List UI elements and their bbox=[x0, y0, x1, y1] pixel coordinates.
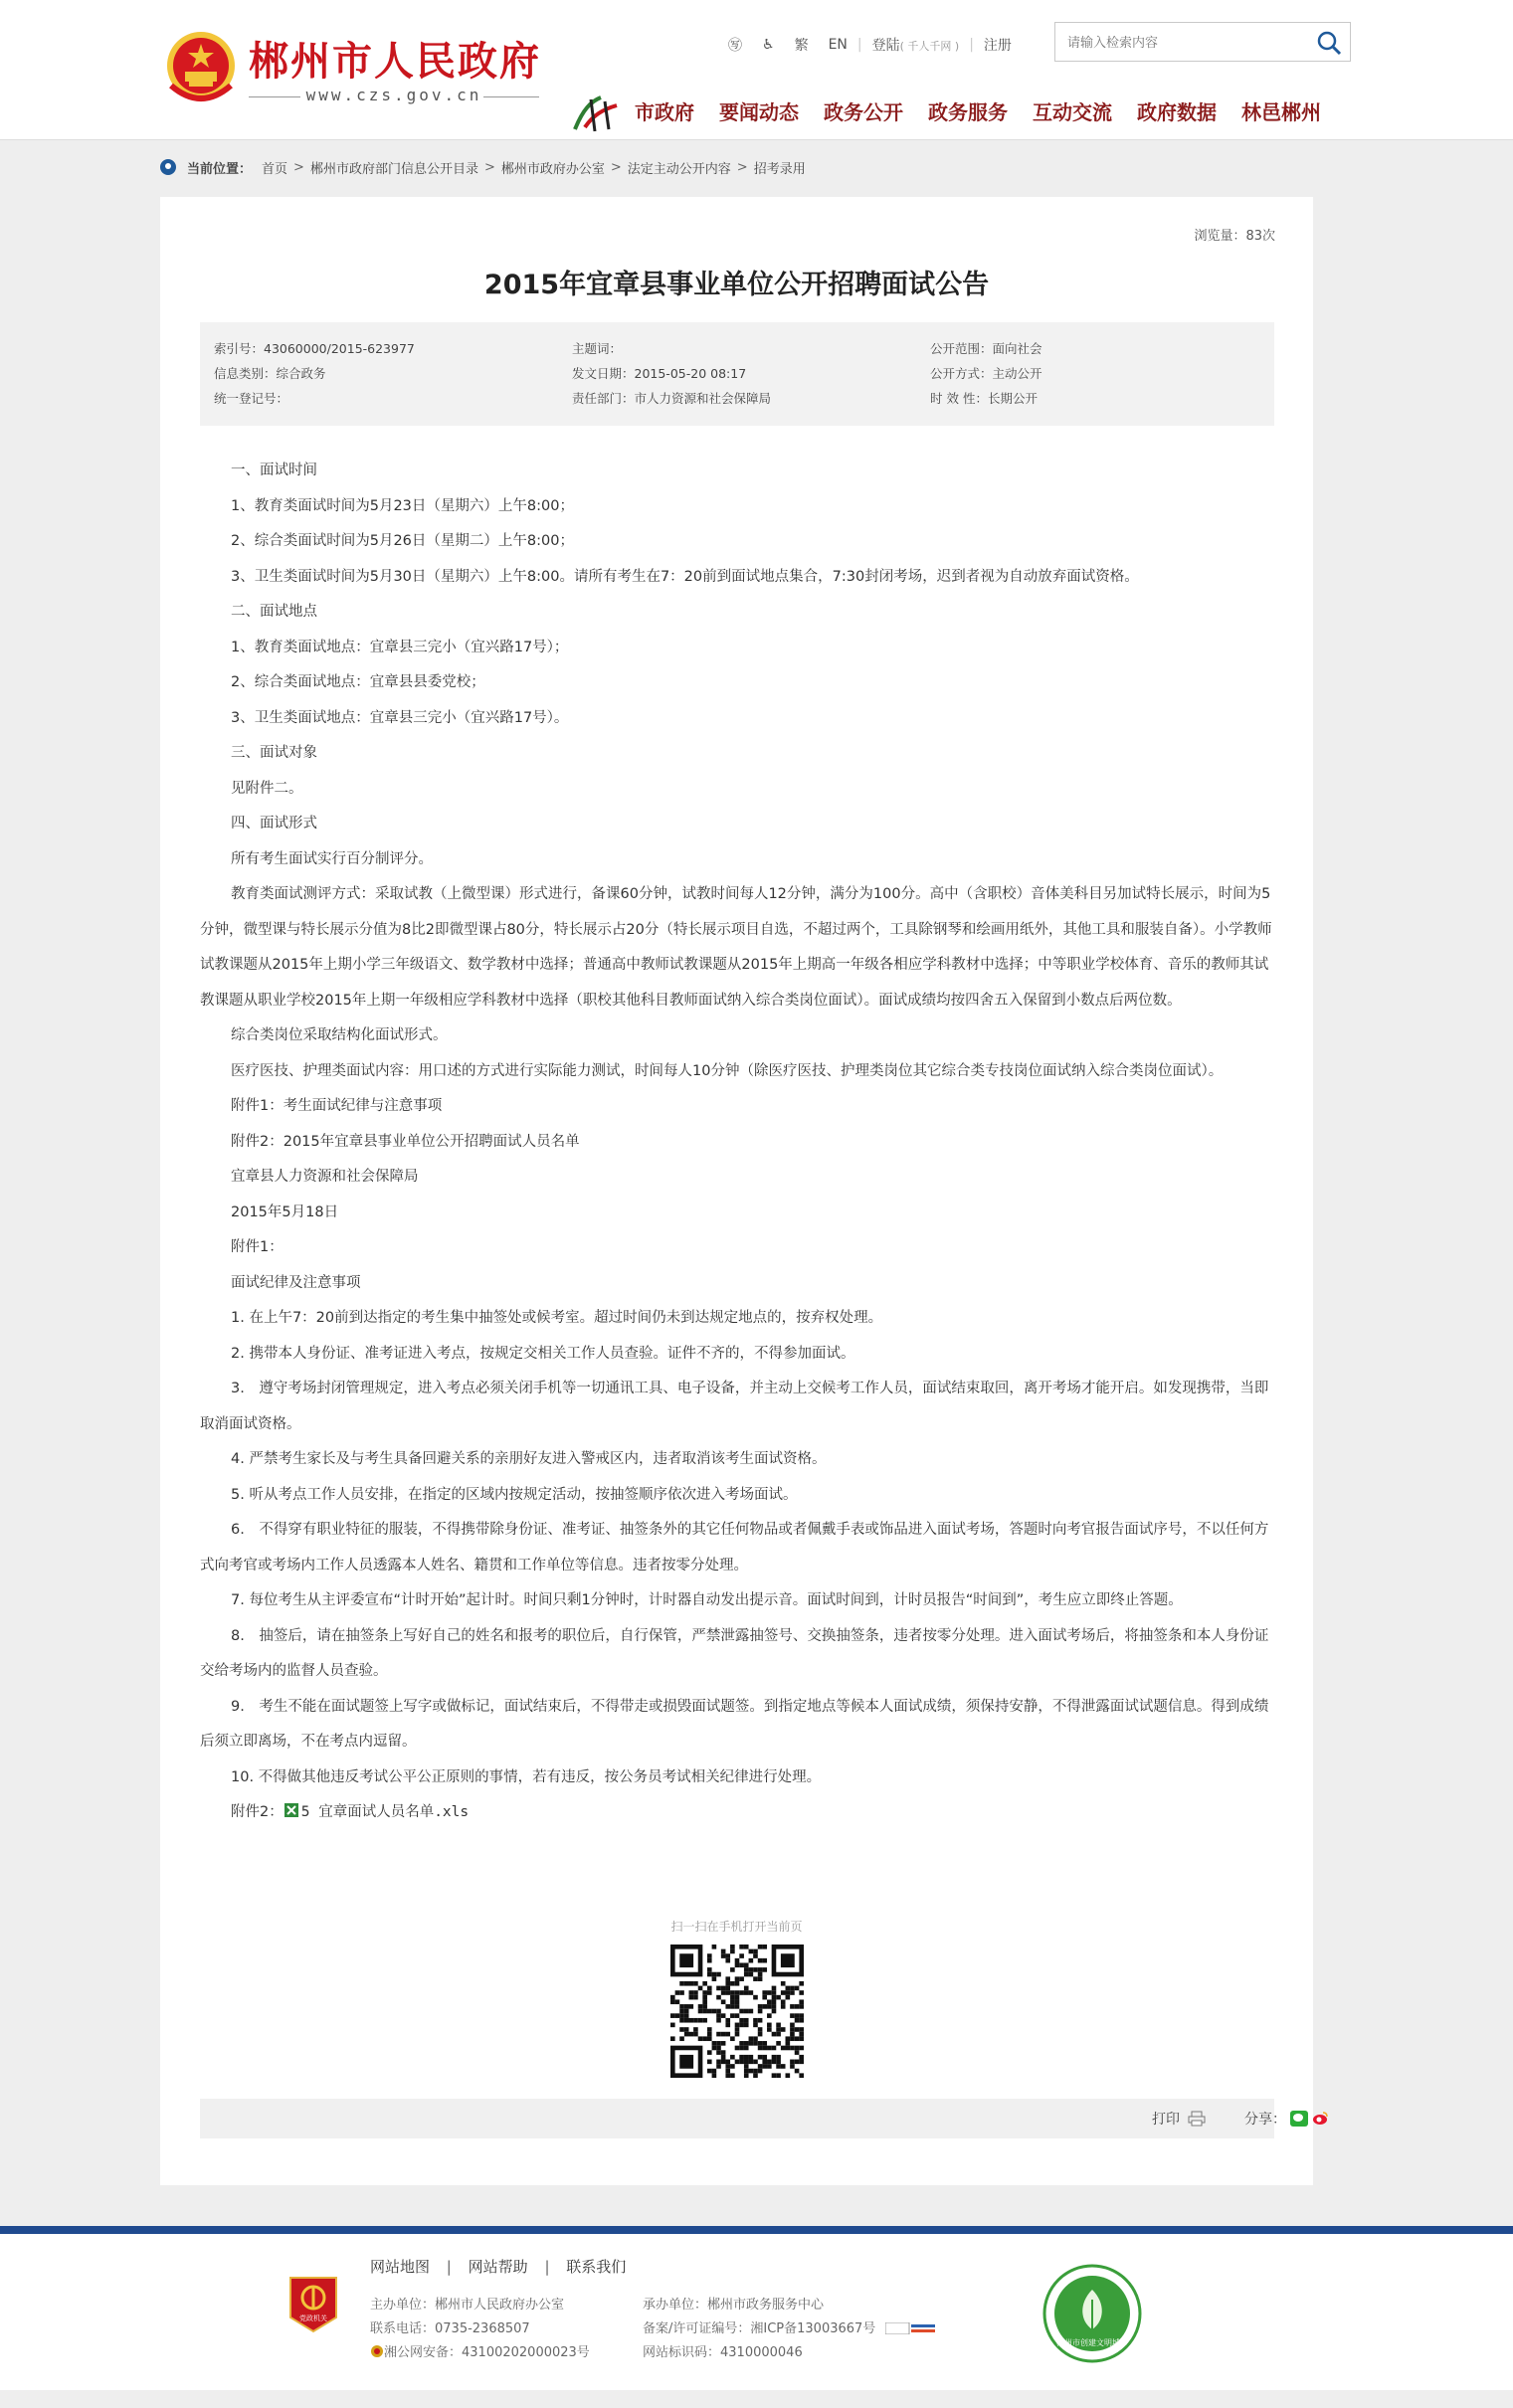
qr-block bbox=[160, 1918, 1313, 2078]
section-heading: 四、面试形式 bbox=[231, 816, 317, 832]
party-government-badge bbox=[286, 2274, 340, 2335]
paragraph: 综合类岗位采取结构化面试形式。 bbox=[231, 1027, 448, 1043]
breadcrumb-label: 当前位置： bbox=[187, 161, 253, 177]
share-bar bbox=[200, 2099, 1286, 2138]
nav-government-data[interactable]: 政府数据 bbox=[1137, 99, 1217, 124]
footer-site-code: 网站标识码：4310000046 bbox=[643, 2345, 803, 2360]
top-links bbox=[718, 34, 1022, 56]
meta-validity: 时 效 性：长期公开 bbox=[930, 391, 1038, 406]
party-government-badge-icon bbox=[286, 2274, 340, 2335]
meta-info-category: 信息类别：综合政务 bbox=[214, 366, 326, 381]
meta-issue-date: 发文日期：2015-05-20 08:17 bbox=[572, 366, 747, 381]
nav-city-government[interactable]: 市政府 bbox=[635, 99, 694, 124]
national-emblem-icon bbox=[163, 26, 239, 109]
search-input[interactable] bbox=[1065, 32, 1308, 54]
search-box bbox=[1054, 22, 1351, 62]
badge-left-text: 党政机关 bbox=[299, 2315, 327, 2322]
share-group bbox=[1244, 2109, 1329, 2129]
attachment-line: 附件2： 5 宜章面试人员名单.xls bbox=[231, 1804, 470, 1820]
traditional-chinese-link[interactable]: 繁 bbox=[794, 38, 809, 54]
english-link[interactable]: EN bbox=[828, 37, 848, 53]
article-body bbox=[200, 454, 1274, 1831]
article-title: 2015年宜章县事业单位公开招聘面试公告 bbox=[483, 270, 990, 300]
share-label: 分享： bbox=[1244, 2112, 1286, 2128]
paragraph: 3、卫生类面试地点：宜章县三完小（宜兴路17号）。 bbox=[231, 709, 569, 726]
paragraph: 3、卫生类面试时间为5月30日（星期六）上午8:00。请所有考生在7：20前到面试地点集合，7:30封闭考场，迟到者视为自动放弃面试资格。 bbox=[231, 568, 1139, 585]
meta-index-no: 索引号：43060000/2015-623977 bbox=[214, 341, 415, 356]
meta-method: 公开方式：主动公开 bbox=[930, 366, 1042, 381]
footer-link-sitemap[interactable]: 网站地图 bbox=[370, 2258, 431, 2276]
rule-item: 5. 听从考点工作人员安排，在指定的区域内按规定活动，按抽签顺序依次进入考场面试。 bbox=[231, 1486, 798, 1503]
nav-news[interactable]: 要闻动态 bbox=[719, 99, 799, 124]
divider: | bbox=[969, 37, 974, 53]
wechat-icon[interactable] bbox=[1290, 2111, 1308, 2127]
divider: | bbox=[544, 2258, 550, 2276]
footer-accent-bar bbox=[0, 2226, 1513, 2234]
rule-item: 4. 严禁考生家长及与考生具备回避关系的亲朋好友进入警戒区内，违者取消该考生面试资格。 bbox=[231, 1451, 827, 1467]
meta-subject: 主题词： bbox=[572, 341, 623, 356]
meta-unified-code: 统一登记号： bbox=[214, 391, 289, 406]
rule-item: 7. 每位考生从主评委宣布“计时开始”起计时。时间只剩1分钟时，计时器自动发出提示音。面试时间到，计时员报告“时间到”，考生应立即终止答题。 bbox=[231, 1592, 1183, 1608]
paragraph: 2、综合类面试地点：宜章县县委党校； bbox=[231, 674, 485, 690]
paragraph: 附件1： bbox=[231, 1239, 284, 1255]
chevron-right-icon: > bbox=[483, 159, 495, 175]
article-meta bbox=[200, 322, 1274, 426]
badge-right-text: 郴州市创建文明城市 bbox=[1056, 2338, 1128, 2347]
breadcrumb-home[interactable]: 首页 bbox=[262, 161, 288, 177]
print-button[interactable] bbox=[1152, 2109, 1206, 2129]
excel-file-icon bbox=[284, 1802, 299, 1818]
footer-icp[interactable]: 备案/许可证编号：湘ICP备13003667号 bbox=[643, 2317, 935, 2336]
nav-government-affairs[interactable]: 政务公开 bbox=[824, 99, 903, 124]
rule-item: 10. 不得做其他违反考试公平公正原则的事情，若有违反，按公务员考试相关纪律进行处理。 bbox=[231, 1768, 822, 1785]
printer-icon bbox=[1188, 2111, 1206, 2127]
site-url: www.czs.gov.cn bbox=[249, 86, 539, 109]
civilized-city-badge-icon bbox=[1042, 2264, 1142, 2363]
rule-item: 9. 考生不能在面试题签上写字或做标记，面试结束后，不得带走或损毁面试题签。到指定地点等候本人面试成绩，须保持安静，不得泄露面试试题信息。得到成绩后须立即离场，不在考点内逗留。 bbox=[200, 1698, 1269, 1750]
footer-link-contact[interactable]: 联系我们 bbox=[566, 2258, 627, 2276]
rule-item: 6. 不得穿有职业特征的服装，不得携带除身份证、准考证、抽签条外的其它任何物品或者佩戴手表或饰品进入面试考场，答题时向考官报告面试序号，不以任何方式向考官或考场内工作人员透露本人姓名、籍贯和工作单位等信息。违者按零分处理。 bbox=[200, 1522, 1269, 1574]
paragraph: 面试纪律及注意事项 bbox=[231, 1274, 361, 1291]
rule-item: 1. 在上午7：20前到达指定的考生集中抽签处或候考室。超过时间仍未到达规定地点的，按弃权处理。 bbox=[231, 1310, 883, 1326]
site-footer bbox=[0, 2234, 1513, 2390]
calligraphy-logo-icon bbox=[571, 90, 623, 135]
nav-government-services[interactable]: 政务服务 bbox=[928, 99, 1008, 124]
chevron-right-icon: > bbox=[736, 159, 748, 175]
search-icon[interactable] bbox=[1316, 30, 1342, 56]
section-heading: 二、面试地点 bbox=[231, 604, 317, 620]
paragraph: 1、教育类面试时间为5月23日（星期六）上午8:00； bbox=[231, 497, 574, 514]
section-heading: 三、面试对象 bbox=[231, 745, 317, 761]
paragraph: 2、综合类面试时间为5月26日（星期二）上午8:00； bbox=[231, 533, 574, 549]
footer-police-record[interactable]: 湘公网安备：43100202000023号 bbox=[370, 2341, 590, 2360]
main-nav bbox=[635, 94, 1321, 126]
register-link[interactable]: 注册 bbox=[983, 38, 1012, 54]
accessibility-mode-link[interactable]: ㊢ bbox=[728, 38, 742, 54]
attachment-file-link[interactable]: 5 宜章面试人员名单.xls bbox=[300, 1804, 470, 1820]
meta-scope: 公开范围：面向社会 bbox=[930, 341, 1042, 356]
view-count: 浏览量：83次 bbox=[1194, 229, 1275, 244]
divider: | bbox=[446, 2258, 452, 2276]
footer-phone: 联系电话：0735-2368507 bbox=[370, 2321, 530, 2336]
wheelchair-icon[interactable]: ♿ bbox=[762, 37, 775, 53]
footer-links bbox=[370, 2256, 626, 2277]
qr-code-icon bbox=[670, 1945, 804, 2078]
footer-link-help[interactable]: 网站帮助 bbox=[468, 2258, 528, 2276]
nav-interaction[interactable]: 互动交流 bbox=[1033, 99, 1112, 124]
article-card bbox=[160, 197, 1313, 2185]
meta-department: 责任部门：市人力资源和社会保障局 bbox=[572, 391, 772, 406]
site-title[interactable]: 郴州市人民政府 bbox=[249, 39, 541, 85]
paragraph: 2015年5月18日 bbox=[231, 1204, 339, 1220]
location-pin-icon bbox=[159, 158, 177, 176]
qr-caption: 扫一扫在手机打开当前页 bbox=[670, 1920, 803, 1934]
breadcrumb-recruitment[interactable]: 招考录用 bbox=[753, 161, 806, 177]
paragraph: 医疗医技、护理类面试内容：用口述的方式进行实际能力测试，时间每人10分钟（除医疗医技、护理类岗位其它综合类专技岗位面试纳入综合类岗位面试）。 bbox=[231, 1062, 1224, 1079]
civilized-city-badge[interactable] bbox=[1042, 2264, 1142, 2363]
chevron-right-icon: > bbox=[293, 159, 304, 175]
paragraph: 见附件二。 bbox=[231, 780, 303, 797]
print-label: 打印 bbox=[1152, 2112, 1180, 2128]
rule-item: 8. 抽签后，请在抽签条上写好自己的姓名和报考的职位后，自行保管，严禁泄露抽签号、交换抽签条，违者按零分处理。进入面试考场后，将抽签条和本人身份证交给考场内的监督人员查验。 bbox=[200, 1627, 1269, 1679]
weibo-icon[interactable] bbox=[1311, 2111, 1329, 2127]
breadcrumb-directory[interactable]: 郴州市政府部门信息公开目录 bbox=[309, 161, 478, 177]
footer-host: 主办单位：郴州市人民政府办公室 bbox=[370, 2298, 565, 2313]
breadcrumb bbox=[159, 155, 806, 179]
paragraph: 附件1：考生面试纪律与注意事项 bbox=[231, 1098, 443, 1114]
paragraph: 所有考生面试实行百分制评分。 bbox=[231, 850, 433, 867]
breadcrumb-office[interactable]: 郴州市政府办公室 bbox=[500, 161, 605, 177]
chevron-right-icon: > bbox=[610, 159, 622, 175]
site-header bbox=[0, 0, 1513, 140]
rule-item: 3. 遵守考场封闭管理规定，进入考点必须关闭手机等一切通讯工具、电子设备，并主动上交候考工作人员，面试结束取回，离开考场才能开启。如发现携带，当即取消面试资格。 bbox=[200, 1381, 1269, 1432]
paragraph: 教育类面试测评方式：采取试教（上微型课）形式进行，备课60分钟，试教时间每人12分钟，满分为100分。高中（含职校）音体美科目另加试特长展示，时间为5分钟，微型课与特长展示分值为8比2即微型课占80分，特长展示占20分（特长展示项目自选，不超过两个，工具除钢琴和绘画用纸外，其他工具和服装自备）。小学教师试教课题从2015年上期小学三年级语文、数学教材中选择；普通高中教师试教课题从2015年上期高一年级各相应学科教材中选择；中等职业学校体育、音乐的教师其试教课题从职业学校2015年上期一年级相应学科教材中选择（职校其他科目教师面试纳入综合类岗位面试）。面试成绩均按四舍五入保留到小数点后两位数。 bbox=[200, 886, 1272, 1009]
paragraph: 附件2：2015年宜章县事业单位公开招聘面试人员名单 bbox=[231, 1133, 580, 1150]
paragraph: 宜章县人力资源和社会保障局 bbox=[231, 1169, 419, 1185]
divider: | bbox=[856, 37, 862, 53]
cnzz-stats-icon[interactable] bbox=[885, 2322, 935, 2334]
section-heading: 一、面试时间 bbox=[231, 463, 317, 478]
paragraph: 1、教育类面试地点：宜章县三完小（宜兴路17号）； bbox=[231, 639, 569, 655]
nav-linyi-chenzhou[interactable]: 林邑郴州 bbox=[1241, 99, 1321, 124]
footer-undertaker: 承办单位：郴州市政务服务中心 bbox=[643, 2298, 825, 2313]
police-badge-icon bbox=[370, 2344, 384, 2358]
rule-item: 2. 携带本人身份证、准考证进入考点，按规定交相关工作人员查验。证件不齐的，不得参加面试。 bbox=[231, 1345, 855, 1362]
login-link[interactable]: 登陆( 千人千网 ) bbox=[871, 38, 960, 54]
breadcrumb-statutory-content[interactable]: 法定主动公开内容 bbox=[627, 161, 731, 177]
